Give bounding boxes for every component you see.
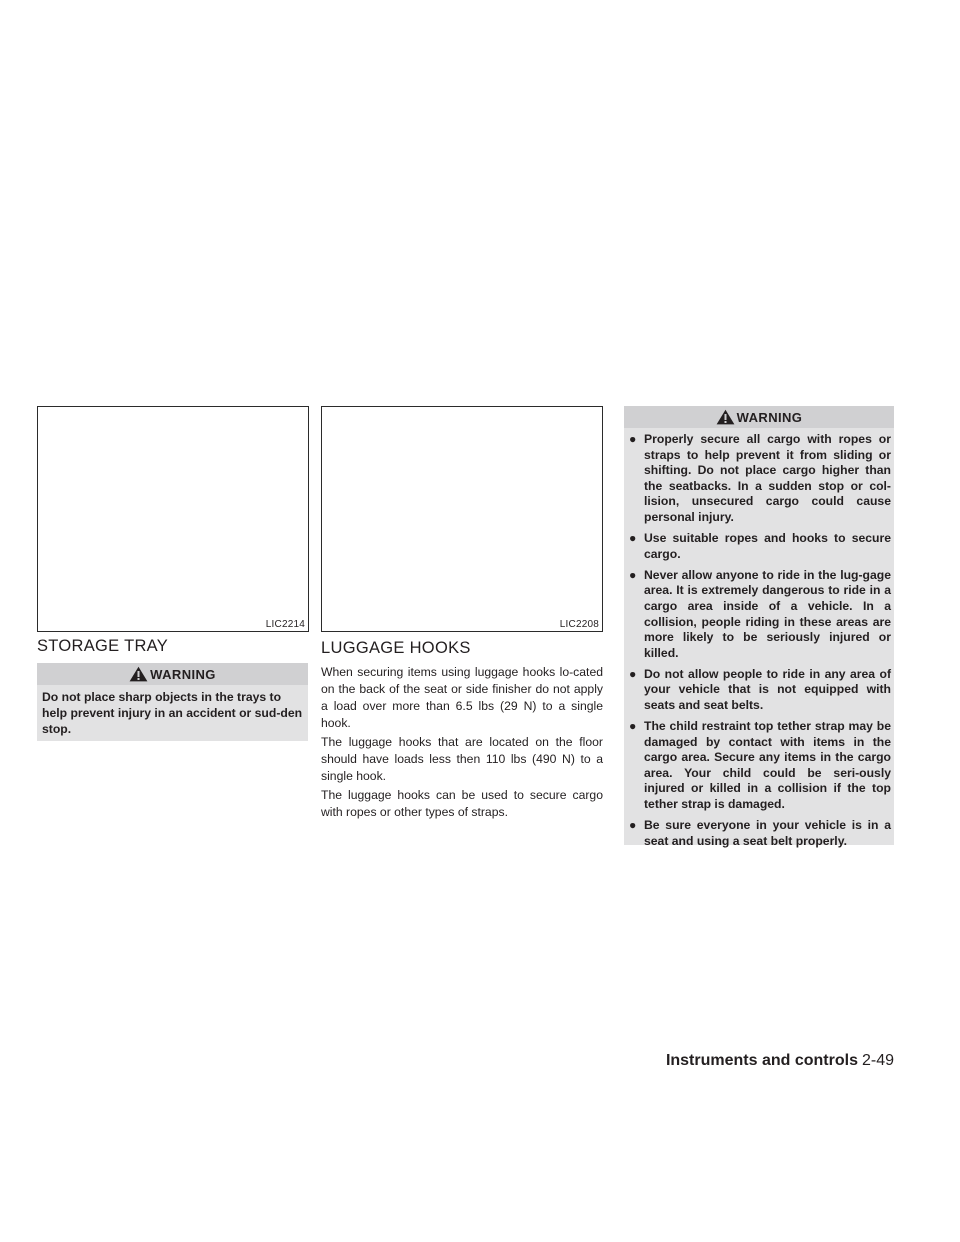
paragraph: When securing items using luggage hooks lo-cated on the back of the seat or side finisher do not apply a load over more than 6.5 lbs (29 N) to a single hook.	[321, 665, 603, 730]
warning-list	[624, 428, 894, 859]
list-item-text: Never allow anyone to ride in the lug-gage area. It is extremely dangerous to ride in a cargo area inside of a vehicle. In a collision, people riding in these areas are more likely to be seriously injured or killed.	[644, 567, 891, 660]
warning-heading	[624, 406, 894, 428]
page-footer	[666, 1052, 894, 1070]
bullet: ●	[629, 567, 637, 582]
list-item-text: Be sure everyone in your vehicle is in a seat and using a seat belt properly.	[644, 818, 891, 848]
list-item	[629, 719, 891, 813]
bullet: ●	[629, 719, 637, 734]
list-item-text: Properly secure all cargo with ropes or straps to help prevent it from sliding or shifting. Do not place cargo higher than the seatbacks. In a sudden stop or col-lision, unsecured cargo could cause personal injury.	[644, 432, 891, 524]
figure-code: LIC2208	[559, 619, 599, 630]
bullet: ●	[629, 818, 637, 833]
bullet: ●	[629, 666, 637, 681]
list-item	[629, 531, 891, 562]
warning-heading-text: WARNING	[150, 666, 216, 682]
warning-triangle-icon	[716, 409, 735, 425]
storage-tray-figure	[37, 406, 309, 632]
list-item-text: Use suitable ropes and hooks to secure cargo.	[644, 531, 891, 561]
list-item-text: Do not allow people to ride in any area of your vehicle that is not equipped with seats and seat belts.	[644, 666, 891, 712]
page-number: 2-49	[861, 1052, 894, 1069]
cargo-warning-box	[624, 406, 894, 848]
section-title-storage-tray: STORAGE TRAY	[37, 637, 169, 655]
list-item	[629, 568, 891, 662]
bullet: ●	[629, 531, 637, 546]
warning-heading-text: WARNING	[736, 409, 803, 425]
storage-tray-warning-box	[37, 663, 308, 741]
section-title-luggage-hooks: LUGGAGE HOOKS	[321, 639, 471, 657]
warning-triangle-icon	[129, 666, 148, 682]
bullet: ●	[629, 432, 637, 446]
luggage-hooks-figure	[321, 406, 603, 632]
list-item	[629, 667, 891, 714]
paragraph: The luggage hooks that are located on the floor should have loads less then 110 lbs (490 N) to a single hook.	[321, 735, 603, 783]
list-item-text: The child restraint top tether strap may be damaged by contact with items in the cargo area. Secure any items in the cargo area. Your child could be seri-ously injured or killed in a collision if the top tether strap is damaged.	[644, 719, 891, 812]
figure-code: LIC2214	[265, 619, 305, 630]
list-item	[629, 818, 891, 849]
list-item	[629, 432, 891, 526]
footer-section-title: Instruments and controls	[665, 1052, 858, 1069]
paragraph: The luggage hooks can be used to secure cargo with ropes or other types of straps.	[321, 788, 603, 819]
warning-text: Do not place sharp objects in the trays to help prevent injury in an accident or sud-den stop.	[42, 690, 303, 736]
warning-heading	[37, 663, 308, 685]
